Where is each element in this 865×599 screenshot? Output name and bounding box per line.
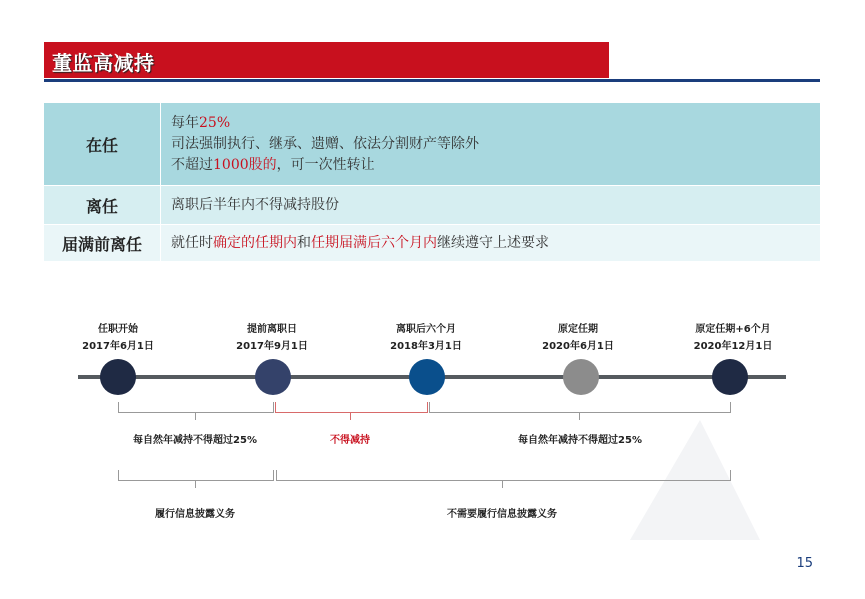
- timeline-node: [409, 359, 445, 395]
- period-bracket: [118, 470, 274, 481]
- row-label: 在任: [44, 103, 161, 185]
- node-date: 2020年12月1日: [693, 341, 773, 352]
- bracket-tick: [195, 412, 196, 420]
- content-line: 离职后半年内不得减持股份: [171, 196, 339, 213]
- row-label: 离任: [44, 186, 161, 224]
- highlight-text: 1000股的: [213, 156, 277, 173]
- node-date: 2017年9月1日: [236, 341, 308, 352]
- node-name: 提前离职日: [247, 324, 297, 335]
- node-label: [212, 321, 332, 355]
- bracket-tick: [579, 412, 580, 420]
- node-name: 任职开始: [98, 324, 138, 335]
- timeline-node: [712, 359, 748, 395]
- text-segment: ，可一次性转让: [276, 156, 375, 173]
- period-bracket: [429, 402, 731, 413]
- node-label: [366, 321, 486, 355]
- timeline-node: [100, 359, 136, 395]
- period-label: 每自然年减持不得超过25%: [518, 435, 642, 446]
- highlight-text: 确定的任期内: [213, 234, 297, 251]
- node-name: 原定任期+6个月: [695, 324, 771, 335]
- page-number: 15: [796, 556, 813, 571]
- page-title: 董监高减持: [52, 51, 155, 75]
- node-label: [58, 321, 178, 355]
- period-label: 履行信息披露义务: [155, 509, 235, 520]
- node-date: 2018年3月1日: [390, 341, 462, 352]
- bracket-tick: [502, 480, 503, 488]
- text-segment: 就任时: [171, 234, 213, 251]
- node-date: 2020年6月1日: [542, 341, 614, 352]
- bracket-tick: [195, 480, 196, 488]
- content-line: 司法强制执行、继承、遗赠、依法分割财产等除外: [171, 135, 479, 152]
- text-segment: 和: [297, 234, 311, 251]
- period-label: 每自然年减持不得超过25%: [133, 435, 257, 446]
- node-name: 原定任期: [558, 324, 598, 335]
- node-label: [673, 321, 793, 355]
- timeline-node: [255, 359, 291, 395]
- row-label: 届满前离任: [44, 225, 161, 261]
- node-date: 2017年6月1日: [82, 341, 154, 352]
- node-name: 离职后六个月: [396, 324, 456, 335]
- highlight-text: 任期届满后六个月内: [311, 234, 437, 251]
- period-bracket: [276, 470, 731, 481]
- period-bracket: [118, 402, 274, 413]
- node-label: [518, 321, 638, 355]
- period-bracket: [275, 402, 428, 413]
- timeline-node: [563, 359, 599, 395]
- text-segment: 每年: [171, 114, 199, 131]
- text-segment: 继续遵守上述要求: [437, 234, 549, 251]
- period-label: 不得减持: [330, 435, 370, 446]
- period-label: 不需要履行信息披露义务: [447, 509, 557, 520]
- text-segment: 不超过: [171, 156, 213, 173]
- highlight-text: 25%: [199, 114, 231, 131]
- bracket-tick: [350, 412, 351, 420]
